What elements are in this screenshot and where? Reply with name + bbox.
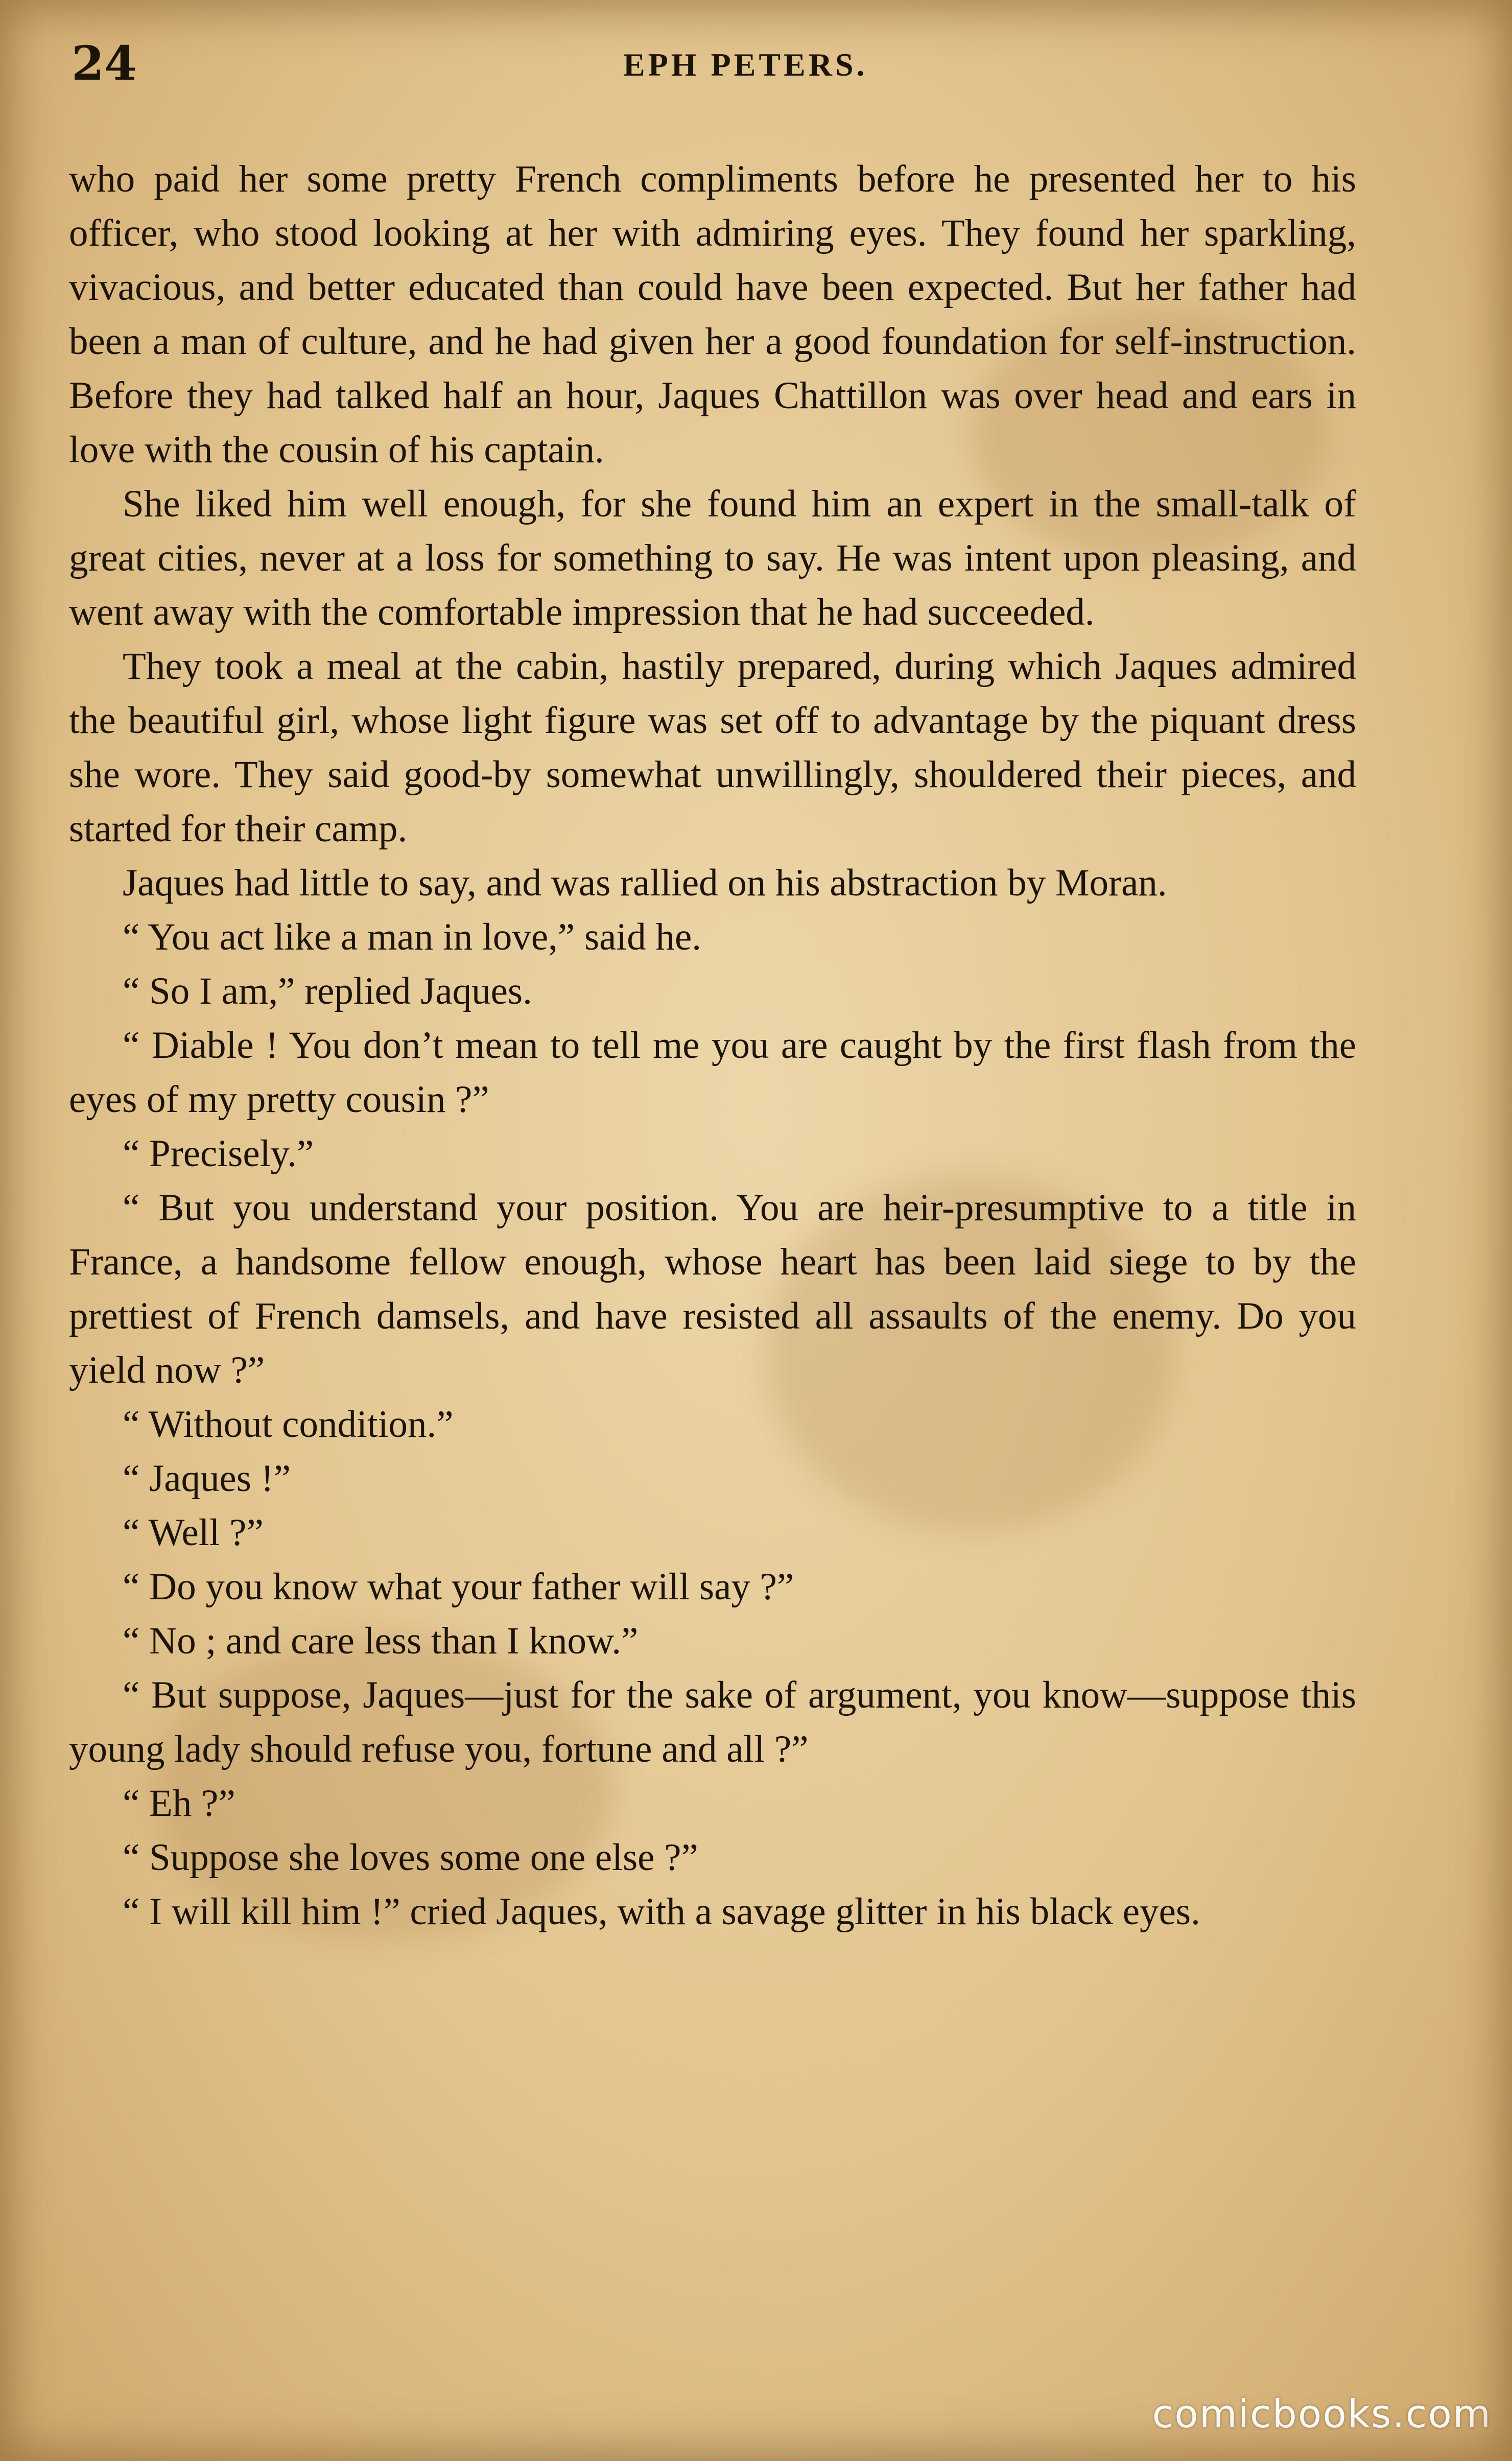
dialogue-line: “ But you understand your position. You are heir-presumptive to a title in France, a handsome fellow enough, whose heart has been laid siege to by the prettiest of French damsels, and have resisted all assaults of the enemy. Do you yield now ?”	[69, 1187, 1356, 1391]
dialogue-line: “ Without condition.”	[123, 1403, 454, 1446]
dialogue-line: “ You act like a man in love,” said he.	[123, 916, 702, 958]
dialogue-line: “ Precisely.”	[123, 1132, 314, 1175]
dialogue-line: “ But suppose, Jaques—just for the sake of argument, you know—suppose this young lady should refuse you, fortune and all ?”	[69, 1674, 1356, 1770]
dialogue-line: “ I will kill him !” cried Jaques, with a savage glitter in his black eyes.	[123, 1890, 1200, 1933]
dialogue-line: “ Do you know what your father will say ?”	[123, 1566, 794, 1608]
dialogue-line: “ So I am,” replied Jaques.	[123, 970, 532, 1012]
paragraph: Jaques had little to say, and was rallied on his abstraction by Moran.	[123, 862, 1167, 904]
page-number: 24	[72, 36, 137, 91]
paragraph: They took a meal at the cabin, hastily prepared, during which Jaques admired the beautiful girl, whose light figure was set off to advantage by the piquant dress she wore. They said good-by somewhat unwillingly, shouldered their pieces, and started for their camp.	[69, 645, 1356, 850]
body-text	[69, 152, 1356, 1939]
site-watermark: comicbooks.com	[1152, 2391, 1492, 2436]
dialogue-line: “ Well ?”	[123, 1511, 264, 1554]
dialogue-line: “ Diable ! You don’t mean to tell me you are caught by the first flash from the eyes of my pretty cousin ?”	[69, 1024, 1356, 1121]
dialogue-line: “ Suppose she loves some one else ?”	[123, 1836, 698, 1879]
dialogue-line: “ Eh ?”	[123, 1782, 235, 1825]
page-header	[72, 36, 1359, 97]
dialogue-line: “ No ; and care less than I know.”	[123, 1620, 639, 1662]
running-head: EPH PETERS.	[623, 46, 868, 83]
dialogue-line: “ Jaques !”	[123, 1457, 291, 1500]
paragraph: She liked him well enough, for she found him an expert in the small-talk of great cities, never at a loss for something to say. He was intent upon pleasing, and went away with the comfortable impression that he had succeeded.	[69, 483, 1356, 633]
paragraph: who paid her some pretty French compliments before he presented her to his officer, who stood looking at her with admiring eyes. They found her sparkling, vivacious, and better educated than could have been expected. But her father had been a man of culture, and he had given her a good foundation for self-instruction. Before they had talked half an hour, Jaques Chattillon was over head and ears in love with the cousin of his captain.	[69, 158, 1356, 471]
